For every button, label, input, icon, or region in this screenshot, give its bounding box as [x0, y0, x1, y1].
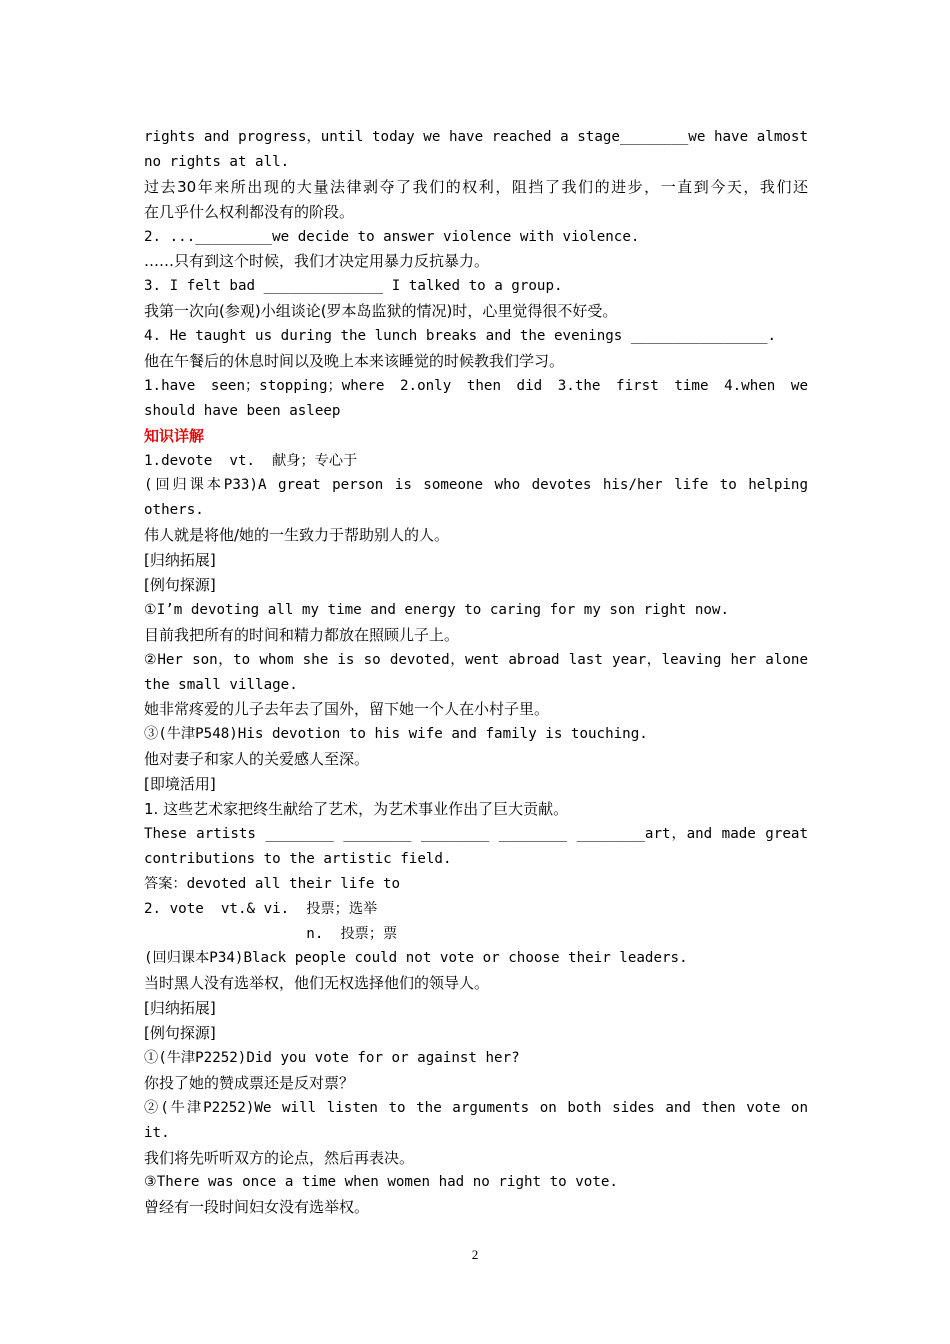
- text-line: should have been asleep: [144, 402, 341, 419]
- text-line: others.: [144, 502, 204, 519]
- text-line: ①(牛津P2252)Did you vote for or against her?: [144, 1049, 520, 1066]
- text-line: 曾经有一段时间妇女没有选举权。: [144, 1198, 370, 1217]
- text-line: no rights at all.: [144, 153, 290, 170]
- text-line: 你投了她的赞成票还是反对票？: [144, 1073, 355, 1092]
- text-line: n. 投票；票: [144, 925, 398, 942]
- text-line: 伟人就是将他/她的一生致力于帮助别人的人。: [144, 526, 450, 545]
- section-heading: 知识详解: [144, 426, 205, 445]
- text-line: 1.devote vt. 献身；专心于: [144, 452, 358, 469]
- text-line: 1. 这些艺术家把终生献给了艺术，为艺术事业作出了巨大贡献。: [144, 800, 569, 819]
- text-line: (回归课本P33)A great person is someone who devotes his/her life to helping: [144, 477, 808, 494]
- text-line: ②(牛津P2252)We will listen to the arguments on both sides and then vote on: [144, 1099, 808, 1116]
- text-line: ①I’m devoting all my time and energy to caring for my son right now.: [144, 601, 730, 618]
- text-line: 在几乎什么权利都没有的阶段。: [144, 202, 355, 221]
- text-line: [归纳拓展]: [144, 999, 216, 1018]
- text-line: 我第一次向(参观)小组谈论(罗本岛监狱的情况)时，心里觉得很不好受。: [144, 302, 618, 321]
- text-line: 我们将先听听双方的论点，然后再表决。: [144, 1148, 415, 1167]
- page-number: 2: [471, 1247, 479, 1262]
- text-line: 答案：devoted all their life to: [144, 875, 401, 892]
- text-line: it.: [144, 1124, 170, 1141]
- text-line: [例句探源]: [144, 1024, 216, 1043]
- text-line: ③(牛津P548)His devotion to his wife and family is touching.: [144, 726, 648, 743]
- text-line: ②Her son，to whom she is so devoted，went abroad last year，leaving her alone: [144, 651, 808, 668]
- text-line: These artists ________ ________ ________ ________ ________art，and made great: [144, 825, 808, 842]
- text-line: (回归课本P34)Black people could not vote or choose their leaders.: [144, 950, 688, 967]
- text-line: 4. He taught us during the lunch breaks and the evenings ________________.: [144, 328, 777, 345]
- text-line: 目前我把所有的时间和精力都放在照顾儿子上。: [144, 625, 460, 644]
- text-line: 3. I felt bad ______________ I talked to a group.: [144, 278, 563, 295]
- text-line: 他在午餐后的休息时间以及晚上本来该睡觉的时候教我们学习。: [144, 352, 565, 371]
- text-line: 他对妻子和家人的关爱感人至深。: [144, 750, 370, 769]
- document-body: [144, 125, 808, 1220]
- text-line: ③There was once a time when women had no right to vote.: [144, 1174, 618, 1191]
- text-line: 她非常疼爱的儿子去年去了国外，留下她一个人在小村子里。: [144, 700, 550, 719]
- text-line: 2. ..._________we decide to answer violence with violence.: [144, 228, 640, 245]
- text-line: 1.have seen；stopping；where 2.only then did 3.the first time 4.when we: [144, 377, 808, 394]
- text-line: rights and progress，until today we have reached a stage________we have almost: [144, 129, 808, 145]
- text-line: [即境活用]: [144, 775, 216, 794]
- text-line: 2. vote vt.& vi. 投票；选举: [144, 900, 378, 917]
- text-line: contributions to the artistic field.: [144, 850, 452, 867]
- text-line: [例句探源]: [144, 576, 216, 595]
- text-line: the small village.: [144, 676, 298, 693]
- text-line: [归纳拓展]: [144, 551, 216, 570]
- text-line: ……只有到这个时候，我们才决定用暴力反抗暴力。: [144, 252, 490, 271]
- text-line: 过去30年来所出现的大量法律剥夺了我们的权利，阻挡了我们的进步，一直到今天，我们还: [144, 177, 808, 196]
- text-line: 当时黑人没有选举权，他们无权选择他们的领导人。: [144, 974, 490, 993]
